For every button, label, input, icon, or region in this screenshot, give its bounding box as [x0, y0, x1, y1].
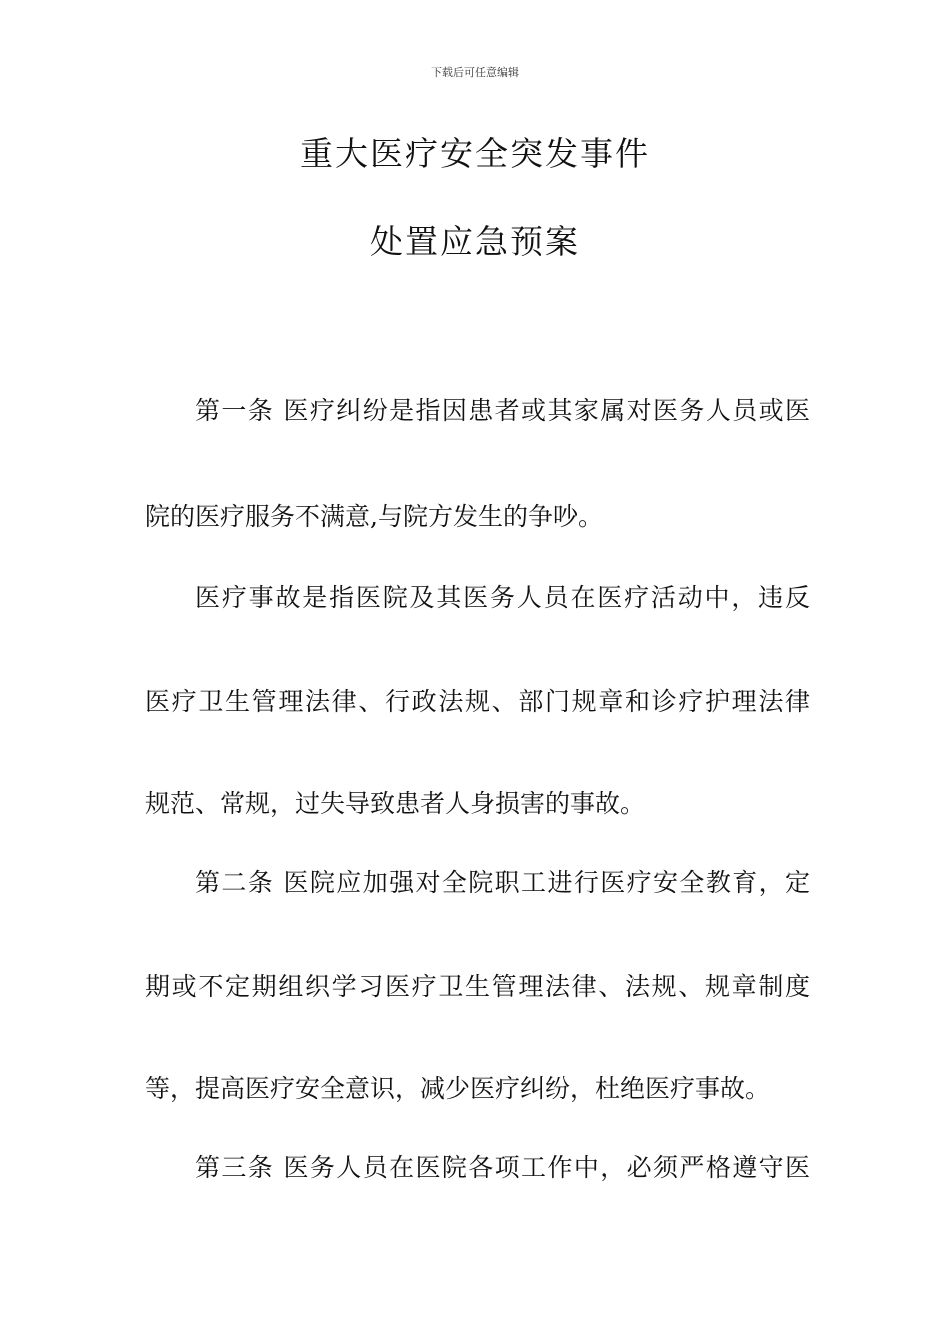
article-2-line-3: 等，提高医疗安全意识，减少医疗纠纷，杜绝医疗事故。 — [145, 1074, 771, 1103]
medical-accident-line-2: 医疗卫生管理法律、行政法规、部门规章和诊疗护理法律 — [145, 687, 810, 716]
article-1-line-2: 院的医疗服务不满意,与院方发生的争吵。 — [145, 502, 603, 531]
article-2-line-1: 第二条 医院应加强对全院职工进行医疗安全教育，定 — [195, 868, 810, 897]
header-note: 下载后可任意编辑 — [431, 66, 519, 79]
medical-accident-line-3: 规范、常规，过失导致患者人身损害的事故。 — [145, 789, 646, 818]
document-title-line-1: 重大医疗安全突发事件 — [300, 134, 650, 173]
article-1-line-1: 第一条 医疗纠纷是指因患者或其家属对医务人员或医 — [195, 396, 810, 425]
document-title-line-2: 处置应急预案 — [370, 222, 580, 261]
article-2-line-2: 期或不定期组织学习医疗卫生管理法律、法规、规章制度 — [145, 972, 810, 1001]
article-3-line-1: 第三条 医务人员在医院各项工作中，必须严格遵守医 — [195, 1153, 810, 1182]
medical-accident-line-1: 医疗事故是指医院及其医务人员在医疗活动中，违反 — [195, 583, 810, 612]
